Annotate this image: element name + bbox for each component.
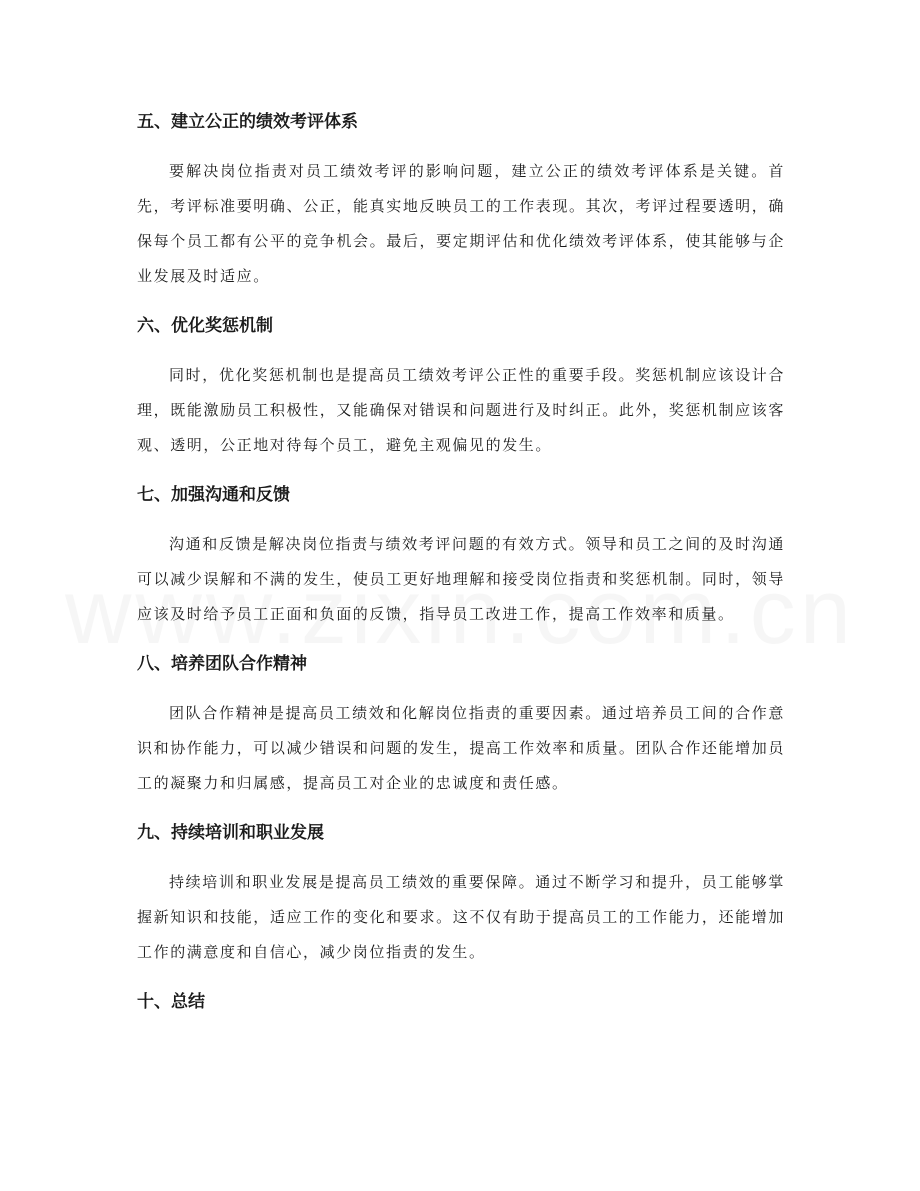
section-heading: 九、持续培训和职业发展 (137, 823, 324, 843)
section-10 (137, 984, 785, 1020)
section-5 (137, 104, 785, 294)
section-heading: 六、优化奖惩机制 (137, 316, 273, 336)
section-9 (137, 815, 785, 970)
section-6 (137, 308, 785, 463)
document-body (137, 104, 785, 1020)
section-paragraph: 同时，优化奖惩机制也是提高员工绩效考评公正性的重要手段。奖惩机制应该设计合理，既能激励员工积极性，又能确保对错误和问题进行及时纠正。此外，奖惩机制应该客观、透明，公正地对待每个员工，避免主观偏见的发生。 (137, 366, 785, 454)
section-heading: 五、建立公正的绩效考评体系 (137, 112, 358, 132)
section-7 (137, 477, 785, 632)
section-paragraph: 沟通和反馈是解决岗位指责与绩效考评问题的有效方式。领导和员工之间的及时沟通可以减少误解和不满的发生，使员工更好地理解和接受岗位指责和奖惩机制。同时，领导应该及时给予员工正面和负面的反馈，指导员工改进工作，提高工作效率和质量。 (137, 535, 785, 623)
section-heading: 七、加强沟通和反馈 (137, 485, 290, 505)
section-heading: 八、培养团队合作精神 (137, 654, 307, 674)
section-heading: 十、总结 (137, 992, 205, 1012)
section-paragraph: 团队合作精神是提高员工绩效和化解岗位指责的重要因素。通过培养员工间的合作意识和协作能力，可以减少错误和问题的发生，提高工作效率和质量。团队合作还能增加员工的凝聚力和归属感，提高员工对企业的忠诚度和责任感。 (137, 704, 785, 792)
section-8 (137, 646, 785, 801)
section-paragraph: 要解决岗位指责对员工绩效考评的影响问题，建立公正的绩效考评体系是关键。首先，考评标准要明确、公正，能真实地反映员工的工作表现。其次，考评过程要透明，确保每个员工都有公平的竞争机会。最后，要定期评估和优化绩效考评体系，使其能够与企业发展及时适应。 (137, 162, 785, 285)
section-paragraph: 持续培训和职业发展是提高员工绩效的重要保障。通过不断学习和提升，员工能够掌握新知识和技能，适应工作的变化和要求。这不仅有助于提高员工的工作能力，还能增加工作的满意度和自信心，减少岗位指责的发生。 (137, 873, 785, 961)
